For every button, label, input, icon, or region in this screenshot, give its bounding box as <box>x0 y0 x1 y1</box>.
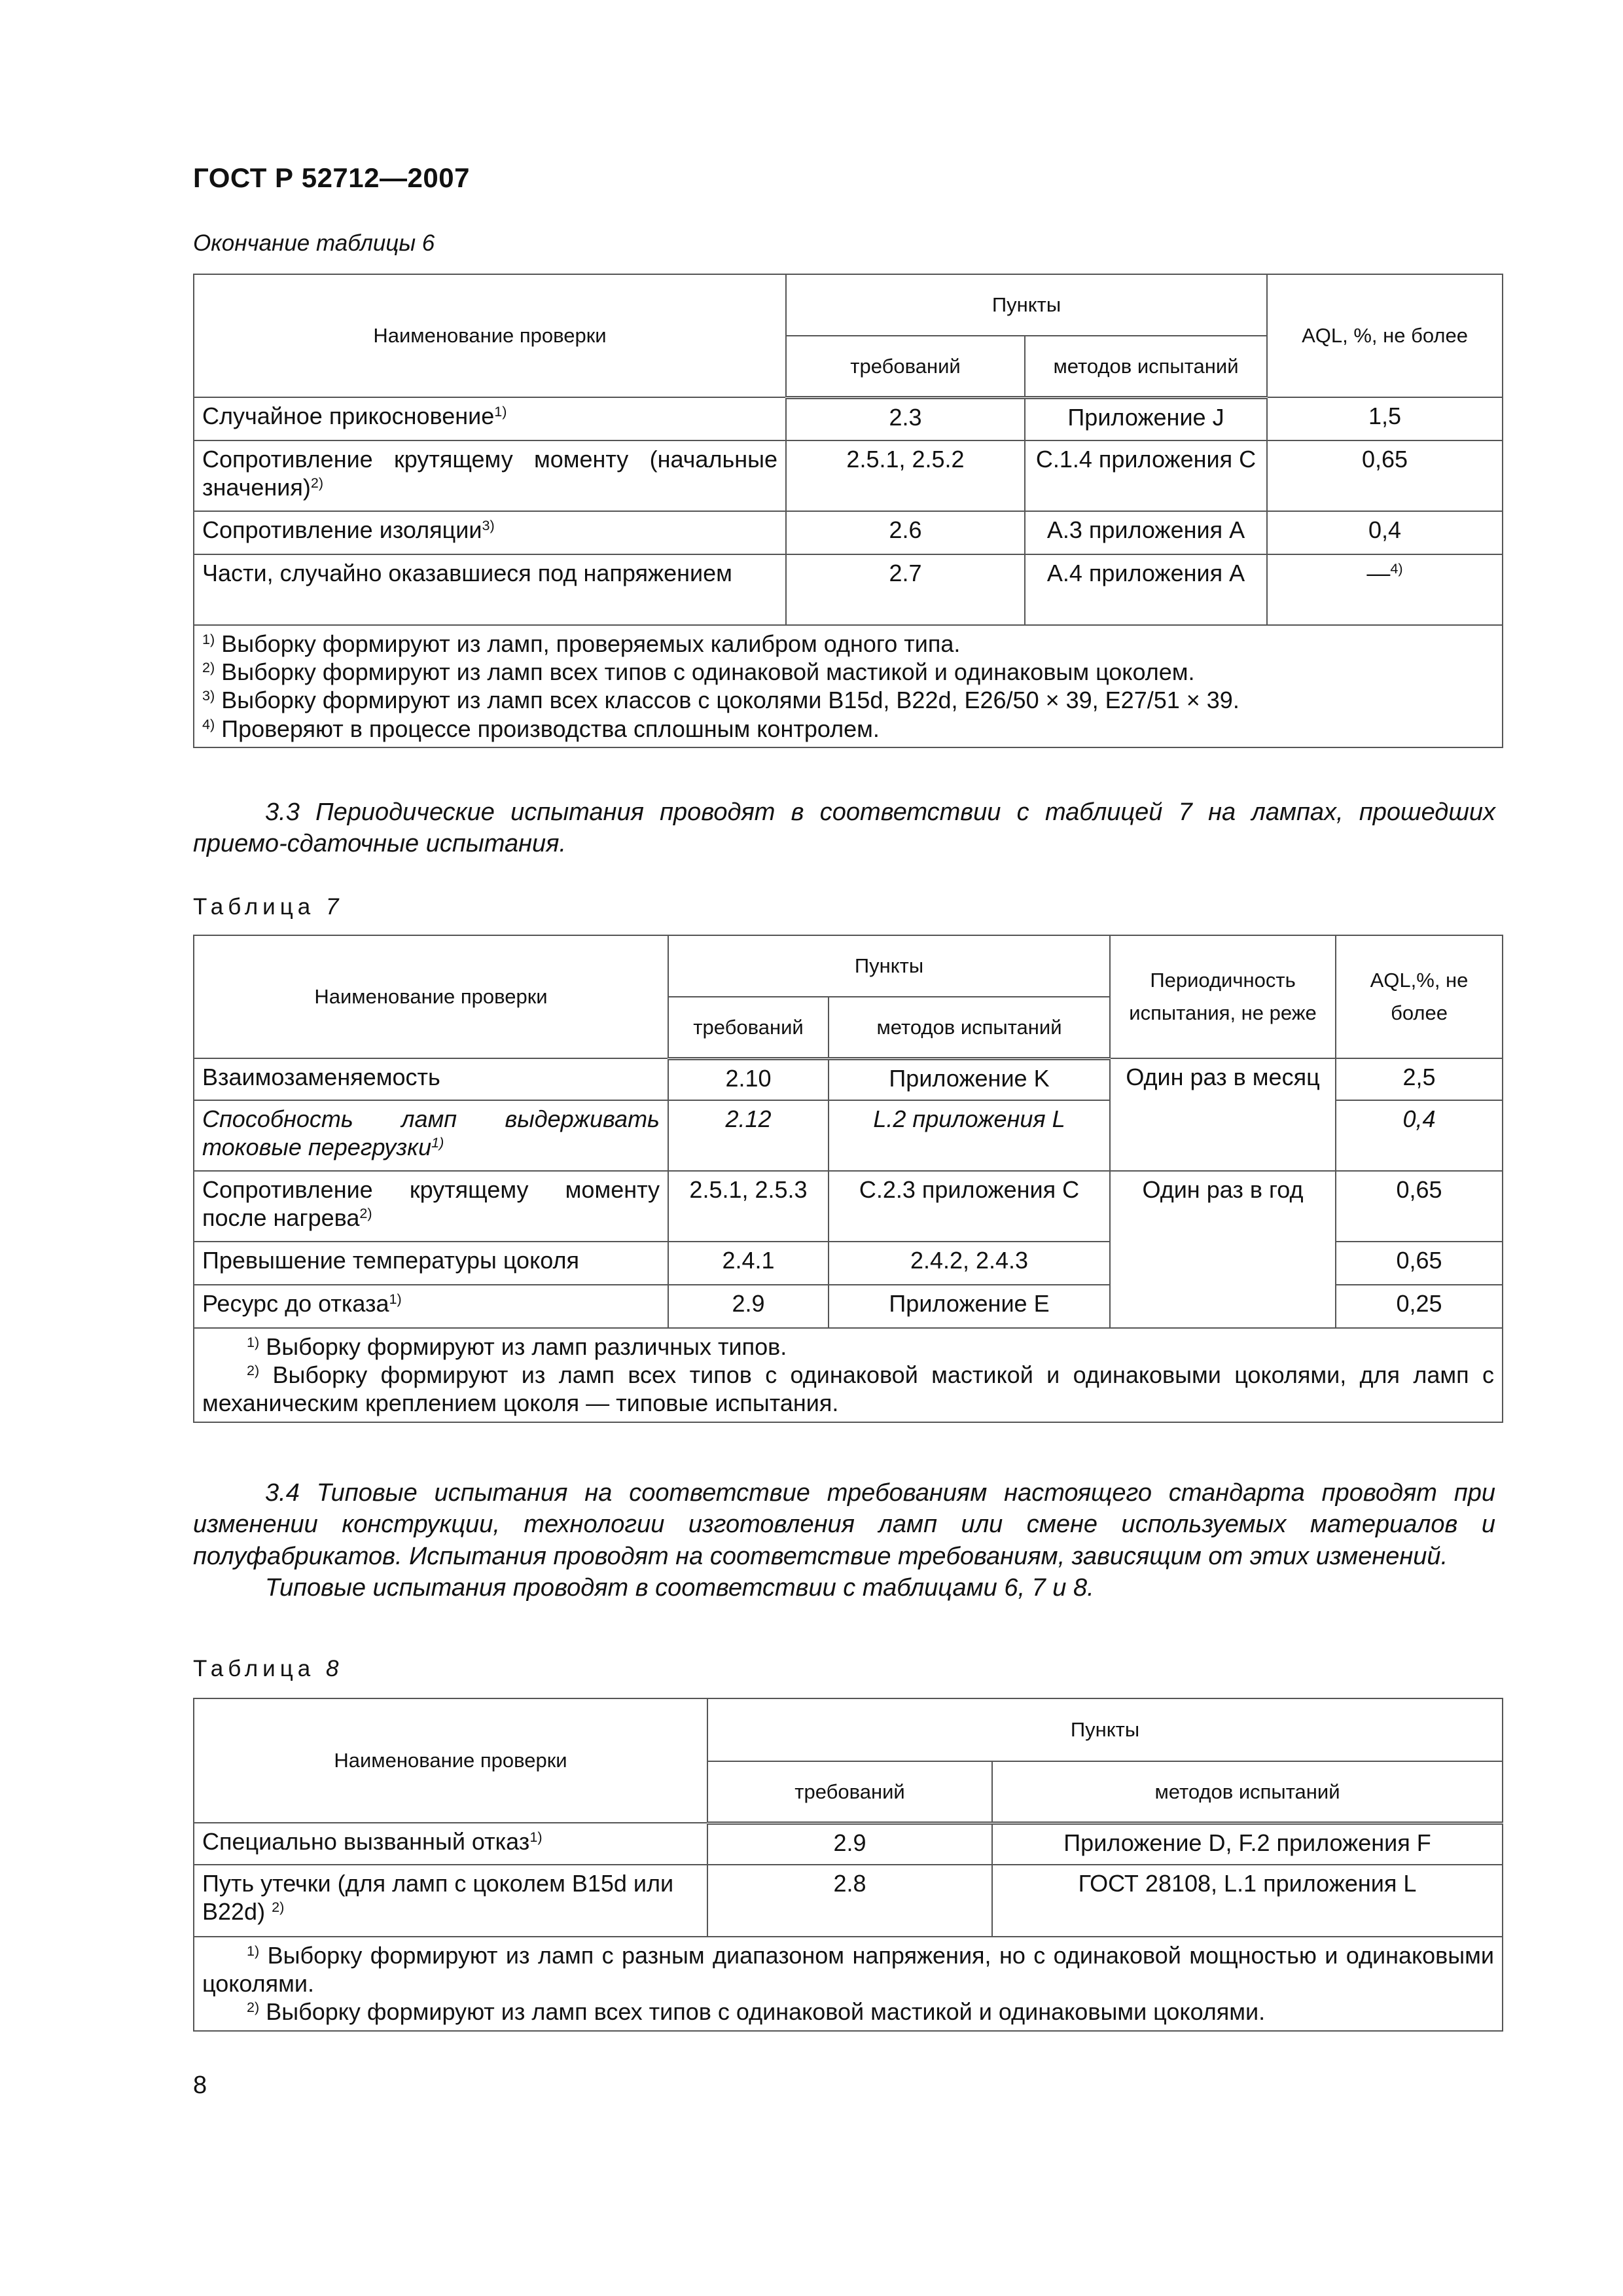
row-req: 2.12 <box>668 1100 829 1171</box>
row-aql: 0,4 <box>1336 1100 1503 1171</box>
page-number: 8 <box>193 2072 207 2099</box>
table6-head-points: Пункты <box>786 274 1267 336</box>
paragraph-3-4-b: Типовые испытания проводят в соответствии с таблицами 6, 7 и 8. <box>265 1573 1094 1602</box>
paragraph-3-4: 3.4 Типовые испытания на соответствие требованиям настоящего стандарта проводят при изменении конструкции, технологии изготовления ламп или смене используемых материалов и полуфабрикатов. Испытания проводят на соответствие требованиям, зависящим от этих изменений. Типовые испытания проводят в соответствии с таблицами 6, 7 и 8. <box>193 1477 1495 1604</box>
footnote-ref: 4) <box>1390 560 1403 577</box>
row-name: Превышение температуры цоколя <box>194 1242 668 1285</box>
row-aql: 2,5 <box>1336 1058 1503 1100</box>
table7-head-aql: AQL,%, не более <box>1336 935 1503 1058</box>
table7-head-points: Пункты <box>668 935 1110 997</box>
row-meth: C.2.3 приложения C <box>829 1171 1110 1242</box>
table8-head-points: Пункты <box>707 1698 1503 1761</box>
table7-head-req: требований <box>668 997 829 1058</box>
row-name: Взаимозаменяемость <box>194 1058 668 1100</box>
document-header: ГОСТ Р 52712—2007 <box>193 162 470 193</box>
table7-head-meth: методов испытаний <box>829 997 1110 1058</box>
footnote: $^{1)}$ Выборку формируют из ламп различных типов. <box>247 1333 787 1360</box>
row-req: 2.5.1, 2.5.2 <box>786 440 1025 511</box>
table7-footnotes <box>194 1328 1503 1422</box>
table6-head-req: требований <box>786 336 1025 397</box>
period-month: Один раз в месяц <box>1110 1058 1336 1171</box>
period-year: Один раз в год <box>1110 1171 1336 1328</box>
footnote-ref: 2) <box>359 1205 372 1222</box>
row-aql: — <box>1366 560 1391 586</box>
table7-head-name: Наименование проверки <box>194 935 668 1058</box>
row-req: 2.9 <box>707 1823 992 1865</box>
row-req: 2.8 <box>707 1865 992 1937</box>
row-name: Сопротивление крутящему моменту (начальные значения) <box>202 446 777 501</box>
table-row <box>194 397 1503 440</box>
row-req: 2.3 <box>786 397 1025 440</box>
row-aql: 0,65 <box>1336 1242 1503 1285</box>
table8-head-req: требований <box>707 1761 992 1823</box>
table7 <box>193 935 1503 1423</box>
footnote-ref: 2) <box>310 475 324 492</box>
row-name: Путь утечки (для ламп с цоколем B15d или B22d) <box>202 1870 674 1926</box>
table-row <box>194 1171 1503 1242</box>
table8-head-name: Наименование проверки <box>194 1698 707 1823</box>
row-aql: 0,65 <box>1336 1171 1503 1242</box>
footnote: $^{3)}$ Выборку формируют из ламп всех классов с цоколями B15d, B22d, E26/50 × 39, E27/51 × 39. <box>202 687 1240 714</box>
row-name: Сопротивление изоляции <box>202 516 482 543</box>
row-name: Специально вызванный отказ <box>202 1828 530 1855</box>
table8-head-meth: методов испытаний <box>992 1761 1503 1823</box>
row-meth: A.3 приложения A <box>1025 511 1267 554</box>
row-name: Случайное прикосновение <box>202 403 495 429</box>
row-aql: 0,4 <box>1267 511 1503 554</box>
row-meth: Приложение E <box>829 1285 1110 1328</box>
row-meth: Приложение J <box>1025 397 1267 440</box>
row-name: Ресурс до отказа <box>202 1290 389 1317</box>
row-req: 2.10 <box>668 1058 829 1100</box>
table8-caption: Таблица 8 <box>193 1656 344 1681</box>
table8 <box>193 1698 1503 2032</box>
footnote-ref: 2) <box>272 1899 285 1916</box>
row-aql: 1,5 <box>1267 397 1503 440</box>
table-row <box>194 1823 1503 1865</box>
row-meth: L.2 приложения L <box>829 1100 1110 1171</box>
footnote-ref: 1) <box>431 1134 444 1151</box>
row-req: 2.7 <box>786 554 1025 625</box>
table6-caption: Окончание таблицы 6 <box>193 230 435 256</box>
footnote: $^{1)}$ Выборку формируют из ламп с разным диапазоном напряжения, но с одинаковой мощностью и одинаковыми цоколями. <box>202 1942 1495 1998</box>
row-name: Способность ламп выдерживать токовые перегрузки <box>202 1105 660 1161</box>
row-aql: 0,25 <box>1336 1285 1503 1328</box>
paragraph-3-3: 3.3 Периодические испытания проводят в соответствии с таблицей 7 на лампах, прошедших приемо-сдаточные испытания. <box>193 798 1495 858</box>
row-req: 2.5.1, 2.5.3 <box>668 1171 829 1242</box>
row-name: Сопротивление крутящему моменту после нагрева <box>202 1176 660 1232</box>
footnote: $^{2)}$ Выборку формируют из ламп всех типов с одинаковой мастикой и одинаковыми цоколями, для ламп с механическим креплением цоколя — типовые испытания. <box>202 1361 1494 1417</box>
row-req: 2.6 <box>786 511 1025 554</box>
row-aql: 0,65 <box>1267 440 1503 511</box>
table6-head-meth: методов испытаний <box>1025 336 1267 397</box>
table-row <box>194 1865 1503 1937</box>
row-meth: C.1.4 приложения C <box>1025 440 1267 511</box>
footnote-ref: 1) <box>494 403 507 420</box>
table7-caption: Таблица 7 <box>193 894 344 920</box>
table8-footnotes <box>194 1937 1503 2031</box>
row-req: 2.9 <box>668 1285 829 1328</box>
table-row <box>194 511 1503 554</box>
row-meth: Приложение K <box>829 1058 1110 1100</box>
footnote-ref: 1) <box>389 1291 402 1308</box>
footnote: $^{2)}$ Выборку формируют из ламп всех типов с одинаковой мастикой и одинаковыми цоколями. <box>247 1998 1266 2026</box>
footnote-ref: 3) <box>482 517 495 534</box>
table6-footnotes <box>194 625 1503 747</box>
table6-head-aql: AQL, %, не более <box>1267 274 1503 397</box>
footnote-ref: 1) <box>529 1829 543 1846</box>
row-meth: ГОСТ 28108, L.1 приложения L <box>992 1865 1503 1937</box>
table-row <box>194 1058 1503 1100</box>
table7-head-period: Периодичность испытания, не реже <box>1110 935 1336 1058</box>
table6-head-name: Наименование проверки <box>194 274 786 397</box>
row-meth: Приложение D, F.2 приложения F <box>992 1823 1503 1865</box>
footnote: $^{4)}$ Проверяют в процессе производства сплошным контролем. <box>202 715 880 742</box>
footnote: $^{2)}$ Выборку формируют из ламп всех типов с одинаковой мастикой и одинаковым цоколем. <box>202 658 1195 686</box>
row-name: Части, случайно оказавшиеся под напряжением <box>202 560 732 586</box>
footnote: $^{1)}$ Выборку формируют из ламп, проверяемых калибром одного типа. <box>202 630 961 657</box>
table-row <box>194 440 1503 511</box>
row-req: 2.4.1 <box>668 1242 829 1285</box>
row-meth: A.4 приложения A <box>1025 554 1267 625</box>
table6 <box>193 274 1503 748</box>
row-meth: 2.4.2, 2.4.3 <box>829 1242 1110 1285</box>
table-row <box>194 554 1503 625</box>
